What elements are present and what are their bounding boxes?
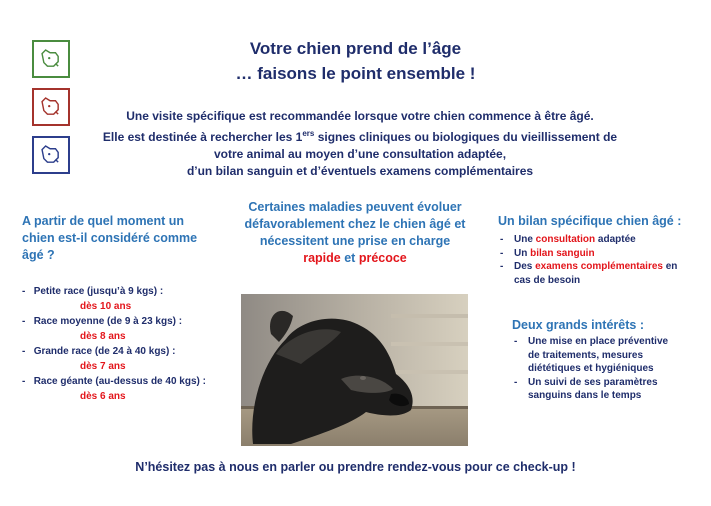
center-text	[226, 199, 484, 267]
age-number: 10 ans	[100, 301, 132, 312]
left-heading-line: chien est-il considéré comme	[22, 231, 198, 245]
age-number: 6 ans	[100, 391, 126, 402]
intro-line: votre animal au moyen d’une consultation adaptée,	[213, 147, 507, 161]
age-prefix: dès	[80, 301, 101, 312]
item-pre: Une	[514, 234, 536, 245]
item-continuation: cas de besoin	[514, 274, 581, 286]
interet-item-text	[528, 335, 668, 376]
item-post: en	[662, 261, 678, 272]
intro-line	[60, 125, 660, 146]
et-text: et	[340, 251, 359, 265]
interets-list	[514, 335, 706, 403]
intro-line2-b: signes cliniques ou biologiques du vieillissement de	[314, 130, 618, 144]
breed-label: Race géante (au-dessus de 40 kgs) :	[33, 376, 206, 387]
interet-line: Un suivi de ses paramètres	[528, 376, 658, 388]
bullet: -	[514, 376, 518, 388]
left-heading-line: A partir de quel moment un	[22, 214, 185, 228]
age-value	[22, 389, 232, 404]
bullet: -	[500, 234, 504, 245]
list-item	[500, 260, 706, 274]
list-item	[22, 374, 232, 389]
bullet: -	[514, 336, 518, 347]
bullet: -	[22, 346, 26, 357]
rapide-text: rapide	[303, 251, 341, 265]
breed-label: Petite race (jusqu’à 9 kgs) :	[33, 286, 164, 297]
bilan-item-text	[514, 247, 595, 261]
item-highlight: bilan sanguin	[530, 247, 595, 259]
precoce-text: précoce	[358, 251, 407, 265]
list-item	[514, 376, 706, 403]
intro-text	[60, 108, 660, 180]
bilan-item-text	[514, 233, 636, 247]
interet-item-text	[528, 376, 658, 403]
list-item	[22, 344, 232, 359]
intro-line: d’un bilan sanguin et d’éventuels examens complémentaires	[186, 164, 534, 178]
item-post: adaptée	[595, 234, 636, 245]
list-item	[500, 233, 706, 247]
center-line: nécessitent une prise en charge	[259, 234, 451, 248]
age-prefix: dès	[80, 391, 101, 402]
age-list	[22, 284, 232, 404]
intro-superscript: ers	[302, 129, 315, 138]
dog-photo	[241, 294, 468, 446]
page-title-line2: … faisons le point ensemble !	[235, 64, 476, 83]
age-prefix: dès	[80, 331, 101, 342]
item-pre: Un	[514, 247, 531, 259]
center-line: défavorablement chez le chien âgé et	[244, 217, 466, 231]
bilan-list	[500, 233, 706, 287]
breed-label: Grande race (de 24 à 40 kgs) :	[33, 346, 176, 357]
right-heading: Un bilan spécifique chien âgé :	[498, 214, 682, 228]
bullet: -	[22, 286, 26, 297]
bullet: -	[500, 247, 504, 259]
page-title-line1: Votre chien prend de l’âge	[249, 39, 462, 58]
center-line	[226, 250, 484, 267]
bilan-item-text	[514, 260, 677, 274]
interet-line: Une mise en place préventive	[528, 336, 669, 347]
list-item	[22, 314, 232, 329]
breed-label: Race moyenne (de 9 à 23 kgs) :	[33, 316, 183, 327]
age-value	[22, 299, 232, 314]
age-value	[22, 359, 232, 374]
item-highlight: examens complémentaires	[535, 261, 663, 272]
bullet: -	[500, 261, 504, 272]
intro-line2-a: Elle est destinée à rechercher les 1	[102, 130, 303, 144]
left-heading-line: âgé ?	[22, 248, 55, 262]
interet-line: diététiques et hygiéniques	[528, 363, 654, 374]
age-number: 8 ans	[100, 331, 126, 342]
right-heading-2: Deux grands intérêts :	[512, 318, 644, 332]
list-item-continuation	[500, 274, 706, 288]
interet-line: de traitements, mesures	[528, 349, 644, 361]
list-item	[514, 335, 706, 376]
interet-line: sanguins dans le temps	[528, 390, 642, 401]
bullet: -	[22, 316, 26, 327]
left-heading	[22, 213, 222, 264]
age-value	[22, 329, 232, 344]
intro-line: Une visite spécifique est recommandée lorsque votre chien commence à être âgé.	[126, 109, 594, 123]
item-highlight: consultation	[535, 234, 596, 245]
bullet: -	[22, 376, 26, 387]
list-item	[500, 247, 706, 261]
footer-text: N’hésitez pas à nous en parler ou prendre rendez-vous pour ce check-up !	[135, 460, 576, 474]
age-prefix: dès	[80, 361, 101, 372]
list-item	[22, 284, 232, 299]
dog-photo-image	[241, 294, 468, 446]
item-pre: Des	[514, 261, 536, 272]
center-line: Certaines maladies peuvent évoluer	[248, 200, 462, 214]
age-number: 7 ans	[100, 361, 126, 372]
